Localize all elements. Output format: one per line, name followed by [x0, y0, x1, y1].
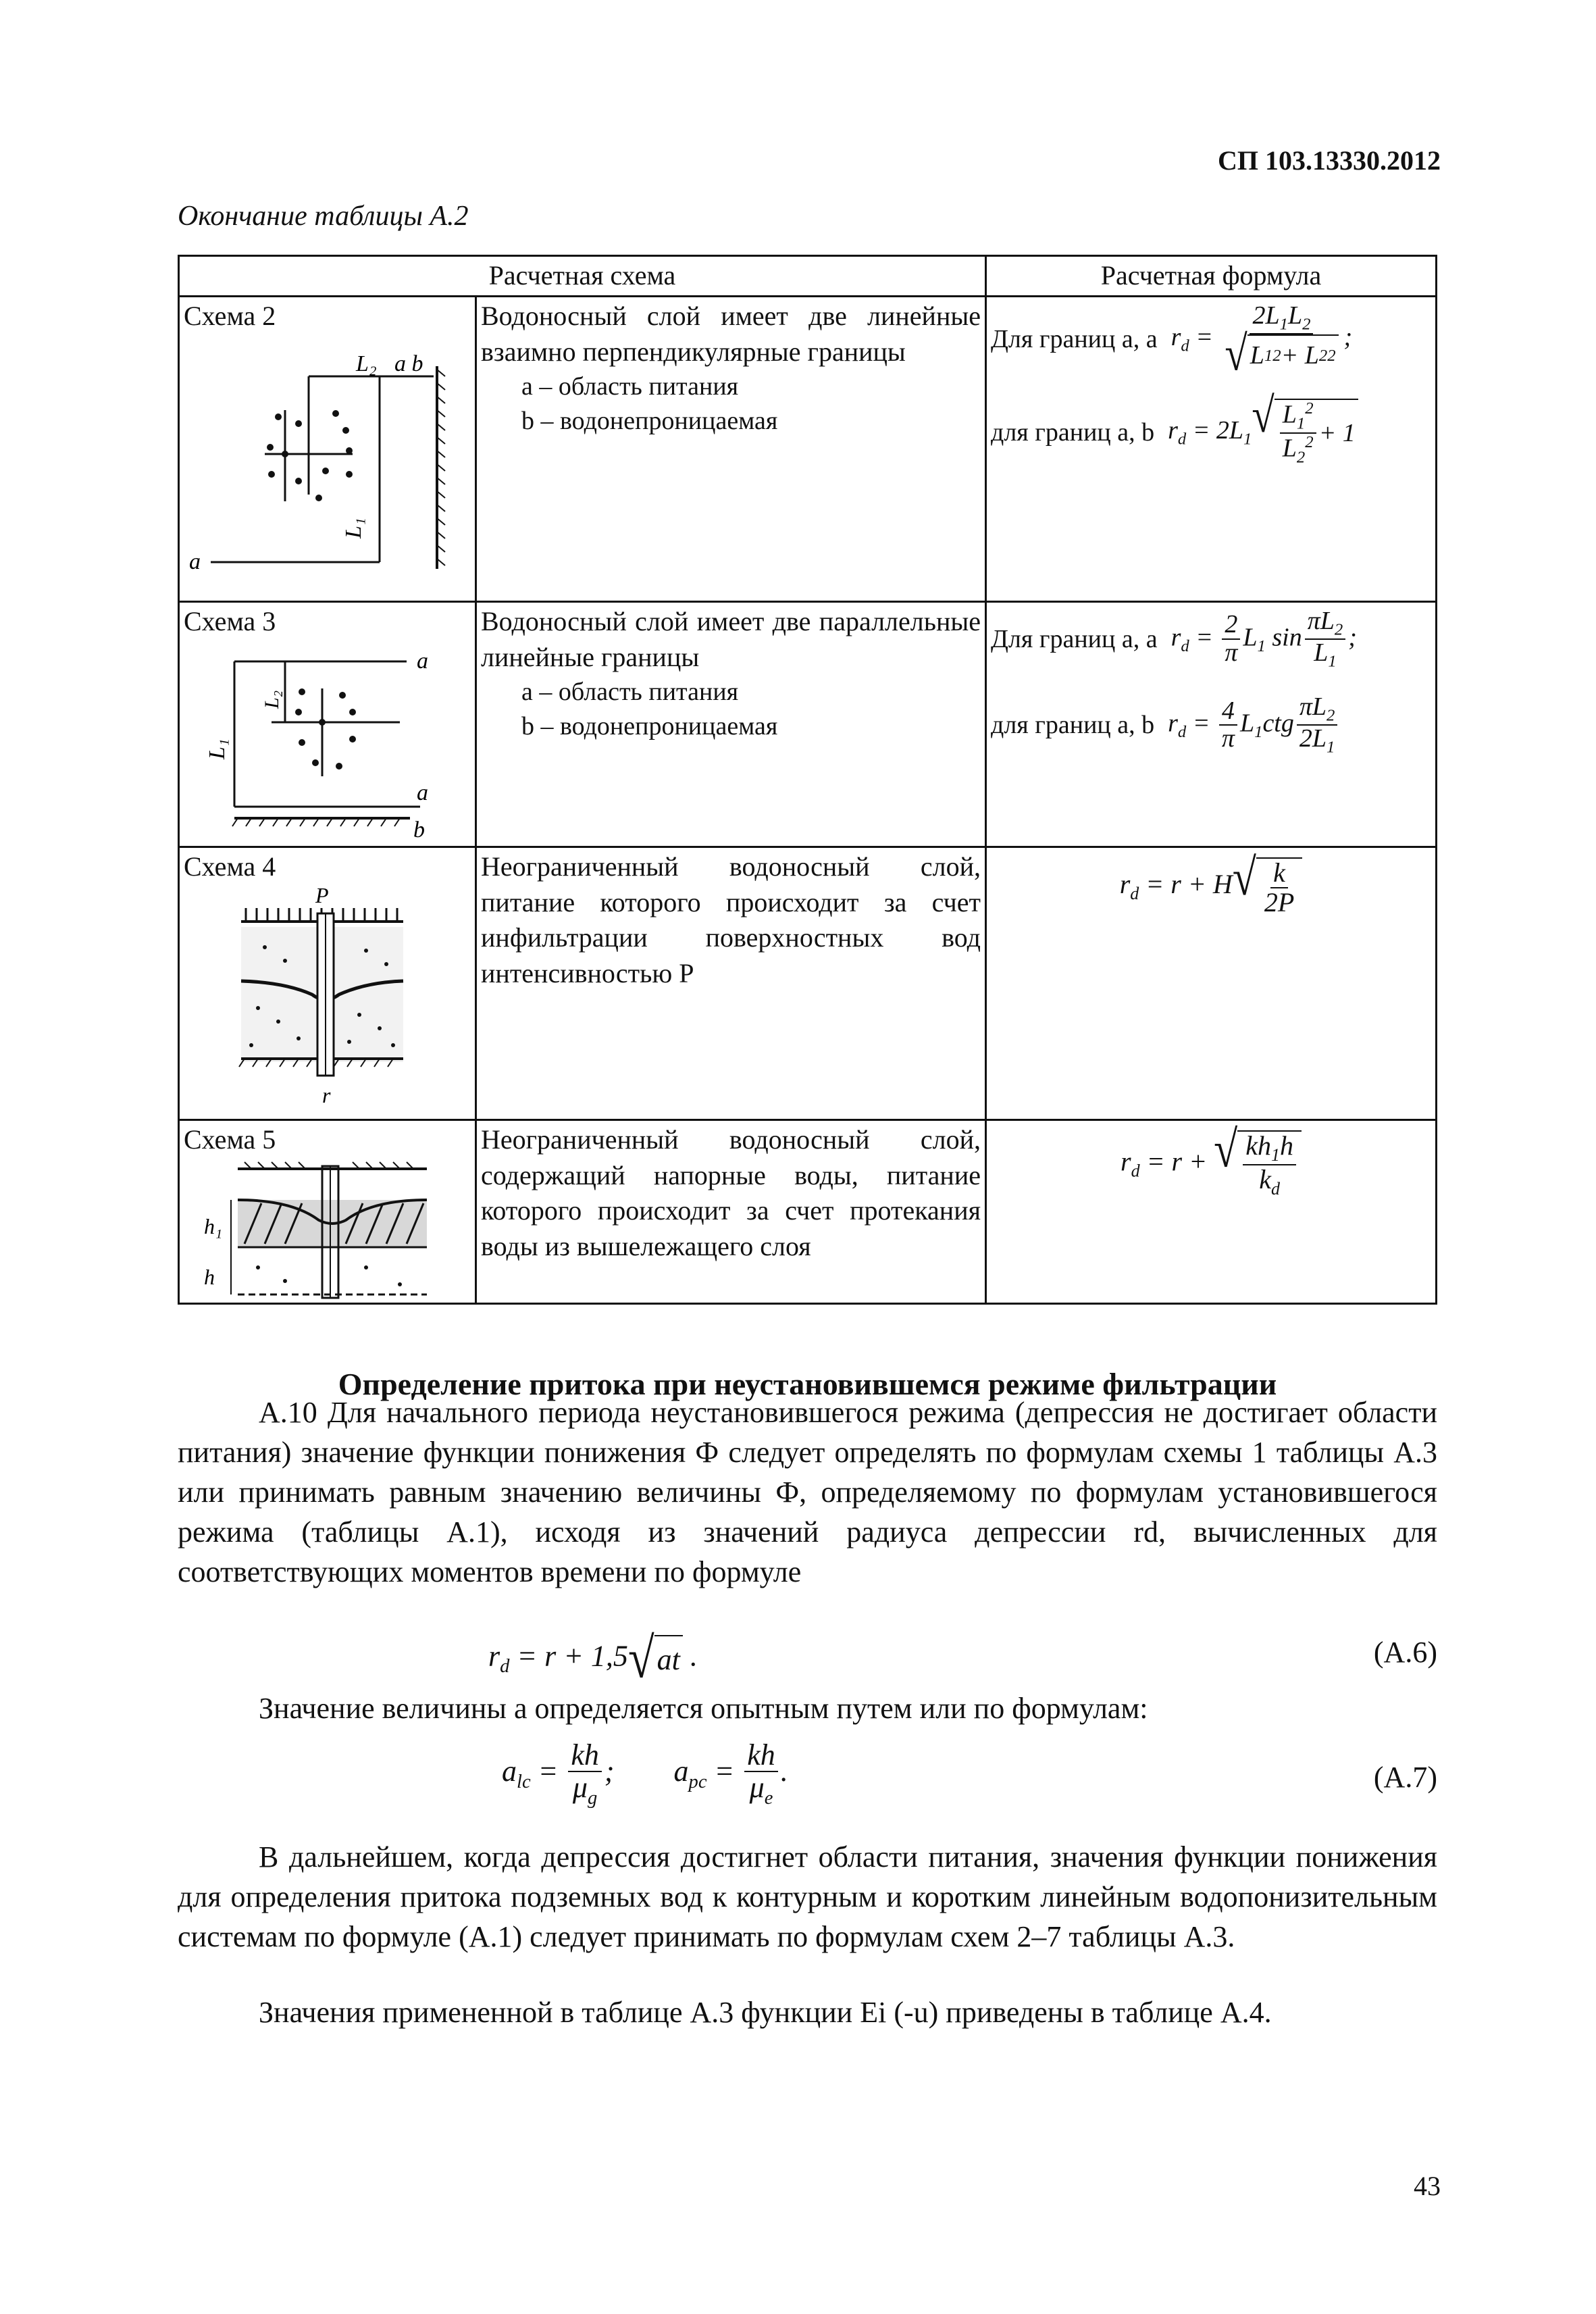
description-sub-b: b – водонепроницаемая	[521, 711, 778, 740]
formula-rd-ab: $r_d = 2L_1$ √ $\frac{L_1^2}{L_2^2}$ + 1	[1168, 399, 1358, 466]
scheme-name: Схема 5	[184, 1124, 276, 1155]
scheme-description-cell	[476, 1120, 986, 1303]
scheme-description: Водоносный слой имеет две линейные взаимно перпендикулярные границы	[481, 300, 981, 367]
formula-rd-ab: $r_d$ = $\frac{4}{\pi}$ $L_1ctg$ $\frac{\pi L_2}{2L_1}$	[1168, 694, 1340, 757]
label-l2: L₂	[261, 690, 283, 709]
formula-rd-aa: $r_d$ = $2L_1L_2$ √ L 1 2 + L 2 2 ;	[1170, 301, 1353, 382]
label-l1: L₁	[341, 517, 366, 538]
formula-label: для границ a, b	[991, 711, 1155, 740]
scheme-description-cell	[476, 601, 986, 847]
label-ab: a b	[394, 351, 423, 376]
formula-label: Для границ a, a	[991, 625, 1158, 654]
label-l1: L₁	[205, 738, 230, 759]
scheme-3-diagram	[184, 641, 461, 844]
label-h1: h₁	[204, 1213, 223, 1238]
column-header-scheme: Расчетная схема	[179, 256, 986, 297]
table-row	[179, 296, 1437, 601]
paragraph-further: В дальнейшем, когда депрессия достигнет области питания, значения функции понижения для определения притока подземных вод к контурным и коротким линейным водопонизительным системам по формуле (А.1) следует принимать по формулам схем 2–7 таблицы А.3.	[178, 1840, 1437, 1953]
label-b: b	[413, 817, 425, 842]
formula-row	[991, 301, 1431, 382]
scheme-name: Схема 2	[184, 300, 276, 331]
scheme-description-cell	[476, 847, 986, 1120]
document-code: СП 103.13330.2012	[1218, 145, 1441, 176]
scheme-name: Схема 3	[184, 605, 276, 636]
label-a-bottom: a	[417, 780, 428, 805]
description-sub-b: b – водонепроницаемая	[521, 406, 778, 435]
description-sub-a: a – область питания	[521, 372, 739, 401]
table-caption: Окончание таблицы А.2	[178, 201, 469, 232]
scheme-figure-cell	[179, 296, 476, 601]
label-r: r	[322, 1082, 331, 1107]
equation-a6	[178, 1627, 1437, 1690]
table-header-row	[179, 256, 1437, 297]
formula-rd: $r_d = r$ + √ $\frac{kh_1h}{k_d}$	[1121, 1130, 1302, 1199]
formula-rd-aa: $r_d$ = $\frac{2}{\pi}$ $L_1$ sin $\frac{\pi L_2}{L_1}$ ;	[1170, 606, 1357, 671]
column-header-formula: Расчетная формула	[986, 256, 1437, 297]
equation-a7-formula: $a_{lc}$ = $\frac{kh}{\mu_g}$ ; $a_{pc}$ = $\frac{kh}{\mu_e}$ .	[502, 1738, 788, 1809]
section-heading: Определение притока при неустановившемся режиме фильтрации	[338, 1367, 1277, 1401]
formula-row	[991, 694, 1431, 757]
equation-a6-formula: $r_d = r + 1,5$ √ at .	[488, 1627, 698, 1690]
scheme-figure-cell	[179, 847, 476, 1120]
equation-number: (А.6)	[1373, 1636, 1437, 1669]
table-row	[179, 1120, 1437, 1303]
equation-number: (А.7)	[1373, 1761, 1437, 1794]
formula-label: для границ a, b	[991, 418, 1155, 447]
table-row	[179, 601, 1437, 847]
formula-label: Для границ a, a	[991, 324, 1158, 353]
paragraph-ei-function: Значения примененной в таблице А.3 функции Ei (-u) приведены в таблице А.4.	[259, 1996, 1272, 2029]
formula-row	[991, 1122, 1431, 1199]
scheme-formula-cell	[986, 601, 1437, 847]
scheme-formula-cell	[986, 847, 1437, 1120]
label-l2: L₂	[356, 351, 377, 376]
scheme-figure-cell	[179, 1120, 476, 1303]
paragraph-value-a: Значение величины a определяется опытным путем или по формулам:	[259, 1692, 1148, 1725]
scheme-figure-cell	[179, 601, 476, 847]
paragraph-a10: А.10 Для начального периода неустановившегося режима (депрессия не достигает области питания) значение функции понижения Ф следует определять по формулам схемы 1 таблицы А.3 или принимать равным значению величины Ф, определяемому по формулам установившегося режима (таблицы А.1), исходя из значений радиуса депрессии rd, вычисленных для соответствующих моментов времени по формуле	[178, 1396, 1437, 1588]
schemes-table	[178, 255, 1437, 1305]
scheme-description-cell	[476, 296, 986, 601]
label-p: P	[315, 886, 329, 907]
formula-row	[991, 608, 1431, 671]
formula-row	[991, 388, 1431, 467]
scheme-formula-cell	[986, 296, 1437, 601]
label-h: h	[204, 1264, 215, 1289]
scheme-5-diagram	[184, 1159, 461, 1301]
equation-a7	[178, 1740, 1437, 1828]
scheme-name: Схема 4	[184, 851, 276, 882]
table-row	[179, 847, 1437, 1120]
scheme-2-diagram	[184, 336, 461, 593]
page-number: 43	[1414, 2171, 1441, 2201]
label-a: a	[189, 549, 201, 574]
label-a-top: a	[417, 648, 428, 674]
scheme-description: Неограниченный водоносный слой, содержащий напорные воды, питание которого происходит за счет протекания воды из вышележащего слоя	[481, 1124, 981, 1262]
scheme-4-diagram	[184, 886, 461, 1109]
formula-row	[991, 849, 1431, 917]
scheme-formula-cell	[986, 1120, 1437, 1303]
scheme-description: Водоносный слой имеет две параллельные линейные границы	[481, 605, 981, 672]
formula-rd: $r_d = r + H$ √ $\frac{k}{2P}$	[1120, 857, 1303, 917]
scheme-description: Неограниченный водоносный слой, питание которого происходит за счет инфильтрации поверхностных вод интенсивностью P	[481, 851, 981, 989]
description-sub-a: a – область питания	[521, 678, 739, 707]
